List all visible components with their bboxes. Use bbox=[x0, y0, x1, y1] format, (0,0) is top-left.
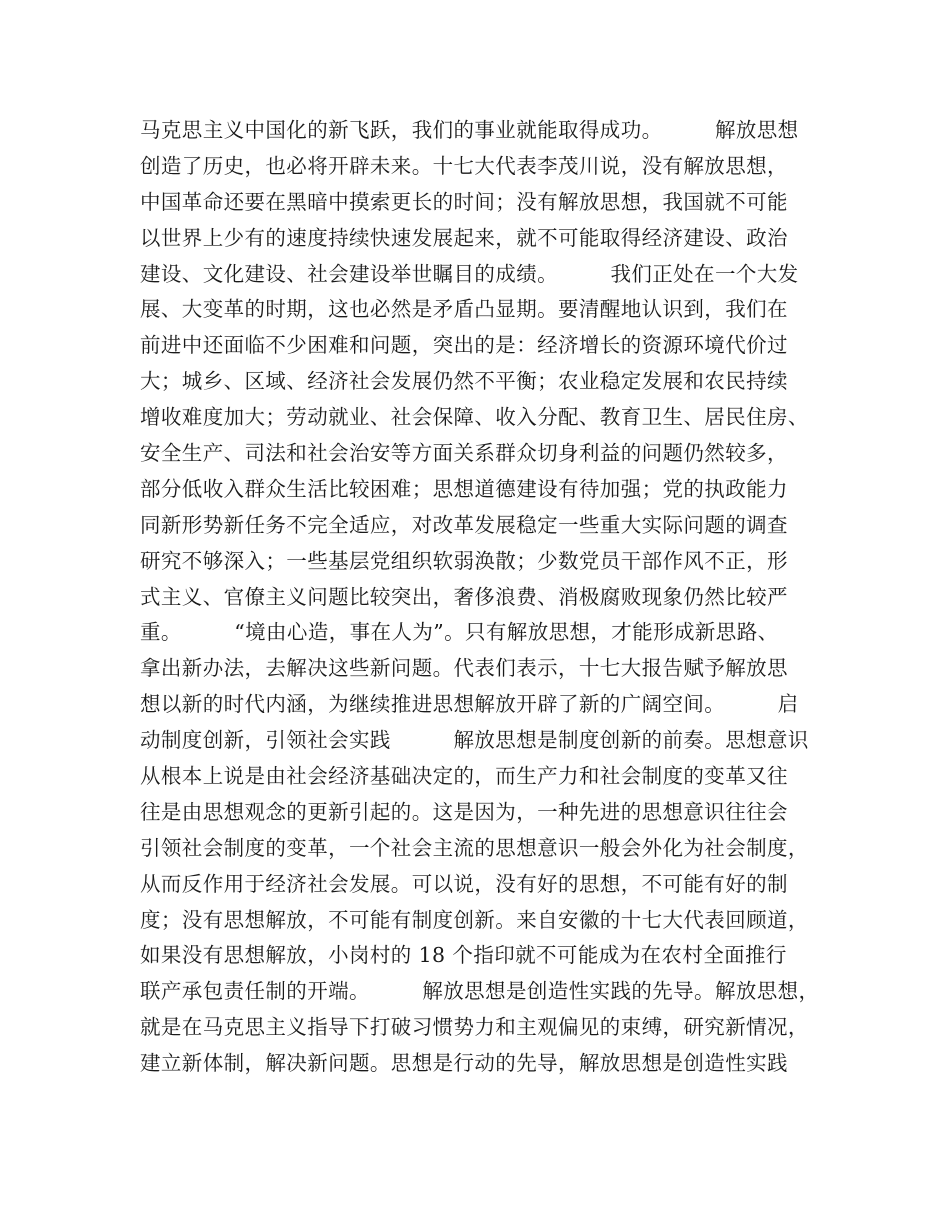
text-line: 就是在马克思主义指导下打破习惯势力和主观偏见的束缚，研究新情况， bbox=[140, 1015, 809, 1040]
text-line: 重。 “境由心造，事在人为”。只有解放思想，才能形成新思路、 bbox=[140, 620, 779, 645]
text-line: 式主义、官僚主义问题比较突出，奢侈浪费、消极腐败现象仍然比较严 bbox=[140, 584, 788, 609]
text-line: 安全生产、司法和社会治安等方面关系群众切身利益的问题仍然较多， bbox=[140, 441, 788, 466]
text-line: 往是由思想观念的更新引起的。这是因为，一种先进的思想意识往往会 bbox=[140, 799, 788, 824]
text-line: 从根本上说是由社会经济基础决定的，而生产力和社会制度的变革又往 bbox=[140, 764, 788, 789]
text-line: 联产承包责任制的开端。 解放思想是创造性实践的先导。解放思想， bbox=[140, 979, 820, 1004]
body-text bbox=[140, 113, 830, 1082]
text-line: 马克思主义中国化的新飞跃，我们的事业就能取得成功。 解放思想 bbox=[140, 118, 799, 142]
text-line: 部分低收入群众生活比较困难；思想道德建设有待加强；党的执政能力 bbox=[140, 476, 788, 501]
text-line: 增收难度加大；劳动就业、社会保障、收入分配、教育卫生、居民住房、 bbox=[140, 405, 809, 430]
text-line: 展、大变革的时期，这也必然是矛盾凸显期。要清醒地认识到，我们在 bbox=[140, 297, 788, 322]
text-line: 中国革命还要在黑暗中摸索更长的时间；没有解放思想，我国就不可能 bbox=[140, 189, 788, 214]
text-line: 想以新的时代内涵，为继续推进思想解放开辟了新的广阔空间。 启 bbox=[140, 692, 799, 717]
text-line: 如果没有思想解放，小岗村的 18 个指印就不可能成为在农村全面推行 bbox=[140, 943, 787, 968]
text-line: 创造了历史，也必将开辟未来。十七大代表李茂川说，没有解放思想， bbox=[140, 153, 788, 178]
text-line: 前进中还面临不少困难和问题，突出的是：经济增长的资源环境代价过 bbox=[140, 333, 788, 358]
text-line: 引领社会制度的变革，一个社会主流的思想意识一般会外化为社会制度， bbox=[140, 835, 809, 860]
text-line: 同新形势新任务不完全适应，对改革发展稳定一些重大实际问题的调查 bbox=[140, 512, 788, 537]
text-line: 研究不够深入；一些基层党组织软弱涣散；少数党员干部作风不正，形 bbox=[140, 548, 788, 573]
text-line: 动制度创新，引领社会实践 解放思想是制度创新的前奏。思想意识 bbox=[140, 728, 809, 753]
text-line: 大；城乡、区域、经济社会发展仍然不平衡；农业稳定发展和农民持续 bbox=[140, 369, 788, 394]
text-line: 建设、文化建设、社会建设举世瞩目的成绩。 我们正处在一个大发 bbox=[140, 261, 799, 286]
text-line: 从而反作用于经济社会发展。可以说，没有好的思想，不可能有好的制 bbox=[140, 871, 788, 896]
text-line: 度；没有思想解放，不可能有制度创新。来自安徽的十七大代表回顾道， bbox=[140, 907, 809, 932]
text-line: 建立新体制，解决新问题。思想是行动的先导，解放思想是创造性实践 bbox=[140, 1051, 788, 1076]
text-line: 以世界上少有的速度持续快速发展起来，就不可能取得经济建设、政治 bbox=[140, 225, 788, 250]
text-line: 拿出新办法，去解决这些新问题。代表们表示，十七大报告赋予解放思 bbox=[140, 656, 788, 681]
